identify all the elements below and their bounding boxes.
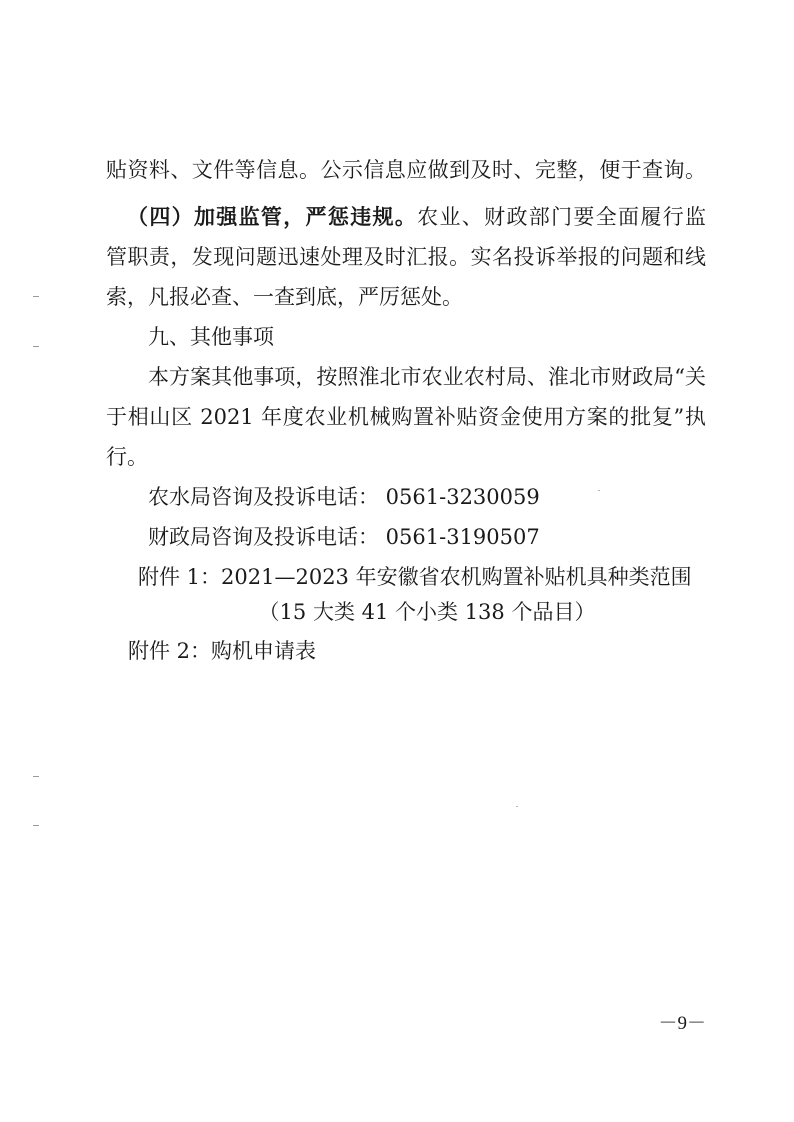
contact-phone-2: 财政局咨询及投诉电话： 0561-3190507 bbox=[148, 525, 540, 549]
attachment-1-subtitle: （15 大类 41 个小类 138 个品目） bbox=[258, 600, 596, 624]
scan-speck bbox=[516, 806, 518, 807]
contact-phone-1: 农水局咨询及投诉电话： 0561-3230059 bbox=[148, 485, 540, 509]
scan-mark bbox=[33, 296, 39, 297]
scan-mark bbox=[33, 346, 39, 347]
attachment-2: 附件 2：购机申请表 bbox=[128, 639, 317, 663]
paragraph-line: 索，凡报必查、一查到底，严厉惩处。 bbox=[106, 285, 463, 309]
paragraph-line: 贴资料、文件等信息。公示信息应做到及时、完整，便于查询。 bbox=[106, 158, 706, 182]
subsection-heading: （四）加强监管，严惩违规。 bbox=[127, 204, 418, 229]
scan-mark bbox=[33, 776, 39, 777]
paragraph-line bbox=[127, 202, 706, 232]
paragraph-line: 管职责，发现问题迅速处理及时汇报。实名投诉举报的问题和线 bbox=[106, 245, 706, 269]
paragraph-text: 农业、财政部门要全面履行监 bbox=[417, 205, 707, 229]
section-title: 九、其他事项 bbox=[148, 325, 274, 349]
paragraph-line: 行。 bbox=[106, 445, 148, 469]
paragraph-line: 本方案其他事项，按照淮北市农业农村局、淮北市财政局“关 bbox=[148, 365, 706, 389]
scan-mark bbox=[33, 825, 39, 826]
attachment-1: 附件 1：2021—2023 年安徽省农机购置补贴机具种类范围 bbox=[138, 565, 692, 589]
scan-speck bbox=[598, 490, 600, 491]
page-number: －9－ bbox=[658, 1013, 706, 1034]
paragraph-line: 于相山区 2021 年度农业机械购置补贴资金使用方案的批复”执 bbox=[106, 405, 706, 429]
